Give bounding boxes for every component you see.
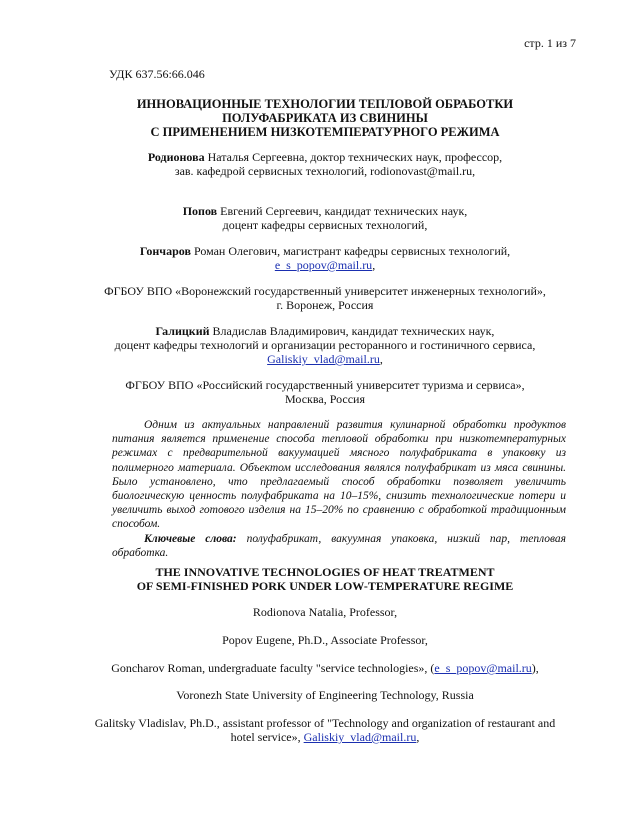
author-position: доцент кафедры сервисных технологий, — [222, 218, 428, 232]
email-link[interactable]: Galiskiy_vlad@mail.ru — [267, 352, 380, 366]
author-rodionova-ru — [60, 150, 590, 178]
punctuation: , — [379, 352, 383, 366]
udk-code: УДК 637.56:66.046 — [109, 67, 205, 81]
author-name: Попов — [182, 204, 218, 218]
author-position: доцент кафедры технологий и организации ресторанного и гостиничного сервиса, — [114, 338, 536, 352]
email-link[interactable]: Galiskiy_vlad@mail.ru — [303, 730, 417, 744]
author-details: Galitsky Vladislav, Ph.D., assistant professor of "Technology and organization of restaurant and — [94, 716, 556, 730]
author-rodionova-en: Rodionova Natalia, Professor, — [252, 605, 398, 619]
punctuation: , — [416, 730, 420, 744]
author-position: зав. кафедрой сервисных технологий, rodionovast@mail.ru, — [174, 164, 476, 178]
title-ru-line2: ПОЛУФАБРИКАТА ИЗ СВИНИНЫ — [222, 111, 428, 125]
title-en — [60, 565, 590, 593]
author-details-cont: hotel service», — [230, 730, 301, 744]
author-galitsky-en — [60, 716, 590, 744]
email-link[interactable]: e_s_popov@mail.ru — [274, 258, 373, 272]
author-details: Владислав Владимирович, кандидат технических наук, — [212, 324, 495, 338]
affiliation-city: Москва, Россия — [285, 392, 365, 406]
title-ru-line3: С ПРИМЕНЕНИЕМ НИЗКОТЕМПЕРАТУРНОГО РЕЖИМА — [150, 125, 500, 139]
author-galitsky-ru — [60, 324, 590, 366]
affiliation-city: г. Воронеж, Россия — [276, 298, 374, 312]
keywords — [112, 532, 566, 560]
affiliation-rguts — [60, 378, 590, 406]
affiliation-vsuet-en: Voronezh State University of Engineering Technology, Russia — [176, 688, 474, 702]
page-number: стр. 1 из 7 — [524, 36, 576, 50]
author-details: Goncharov Roman, undergraduate faculty "service technologies», ( — [111, 661, 435, 675]
author-popov-ru — [60, 204, 590, 232]
keywords-label: Ключевые слова: — [144, 532, 237, 545]
email-link[interactable]: e_s_popov@mail.ru — [434, 661, 532, 675]
punctuation: , — [372, 258, 376, 272]
affiliation-vsuet — [60, 284, 590, 312]
author-goncharov-ru — [60, 244, 590, 272]
affiliation-name: ФГБОУ ВПО «Воронежский государственный университет инженерных технологий», — [104, 284, 546, 298]
author-name: Галицкий — [155, 324, 210, 338]
title-ru-line1: ИННОВАЦИОННЫЕ ТЕХНОЛОГИИ ТЕПЛОВОЙ ОБРАБОТКИ — [136, 97, 514, 111]
punctuation: ), — [531, 661, 539, 675]
keywords-list: полуфабрикат, вакуумная упаковка, низкий пар, тепловая обработка. — [112, 532, 567, 559]
author-name: Родионова — [147, 150, 205, 164]
title-ru — [60, 97, 590, 139]
author-goncharov-en — [60, 661, 590, 675]
author-details: Евгений Сергеевич, кандидат технических наук, — [220, 204, 468, 218]
abstract — [112, 418, 566, 560]
title-en-line2: OF SEMI-FINISHED PORK UNDER LOW-TEMPERATURE REGIME — [136, 579, 514, 593]
title-en-line1: THE INNOVATIVE TECHNOLOGIES OF HEAT TREATMENT — [155, 565, 495, 579]
abstract-text: Одним из актуальных направлений развития кулинарной обработки продуктов питания является применение способа тепловой обработки при низкотемпературных режимах с предварительной вакуумацией мясного полуфабриката в упаковку из полимерного материала. Объектом исследования являлся полуфабрикат из мяса свинины. Было установлено, что предлагаемый способ обработки позволяет увеличить биологическую ценность полуфабриката на 10–15%, снизить технологические потери и увеличить выход готового изделия на 15–20% по сравнению с обработкой традиционным способом. — [112, 419, 566, 531]
author-popov-en: Popov Eugene, Ph.D., Associate Professor, — [222, 633, 428, 647]
author-details: Роман Олегович, магистрант кафедры сервисных технологий, — [193, 244, 511, 258]
author-details: Наталья Сергеевна, доктор технических наук, профессор, — [207, 150, 503, 164]
affiliation-name: ФГБОУ ВПО «Российский государственный университет туризма и сервиса», — [125, 378, 525, 392]
author-name: Гончаров — [139, 244, 191, 258]
